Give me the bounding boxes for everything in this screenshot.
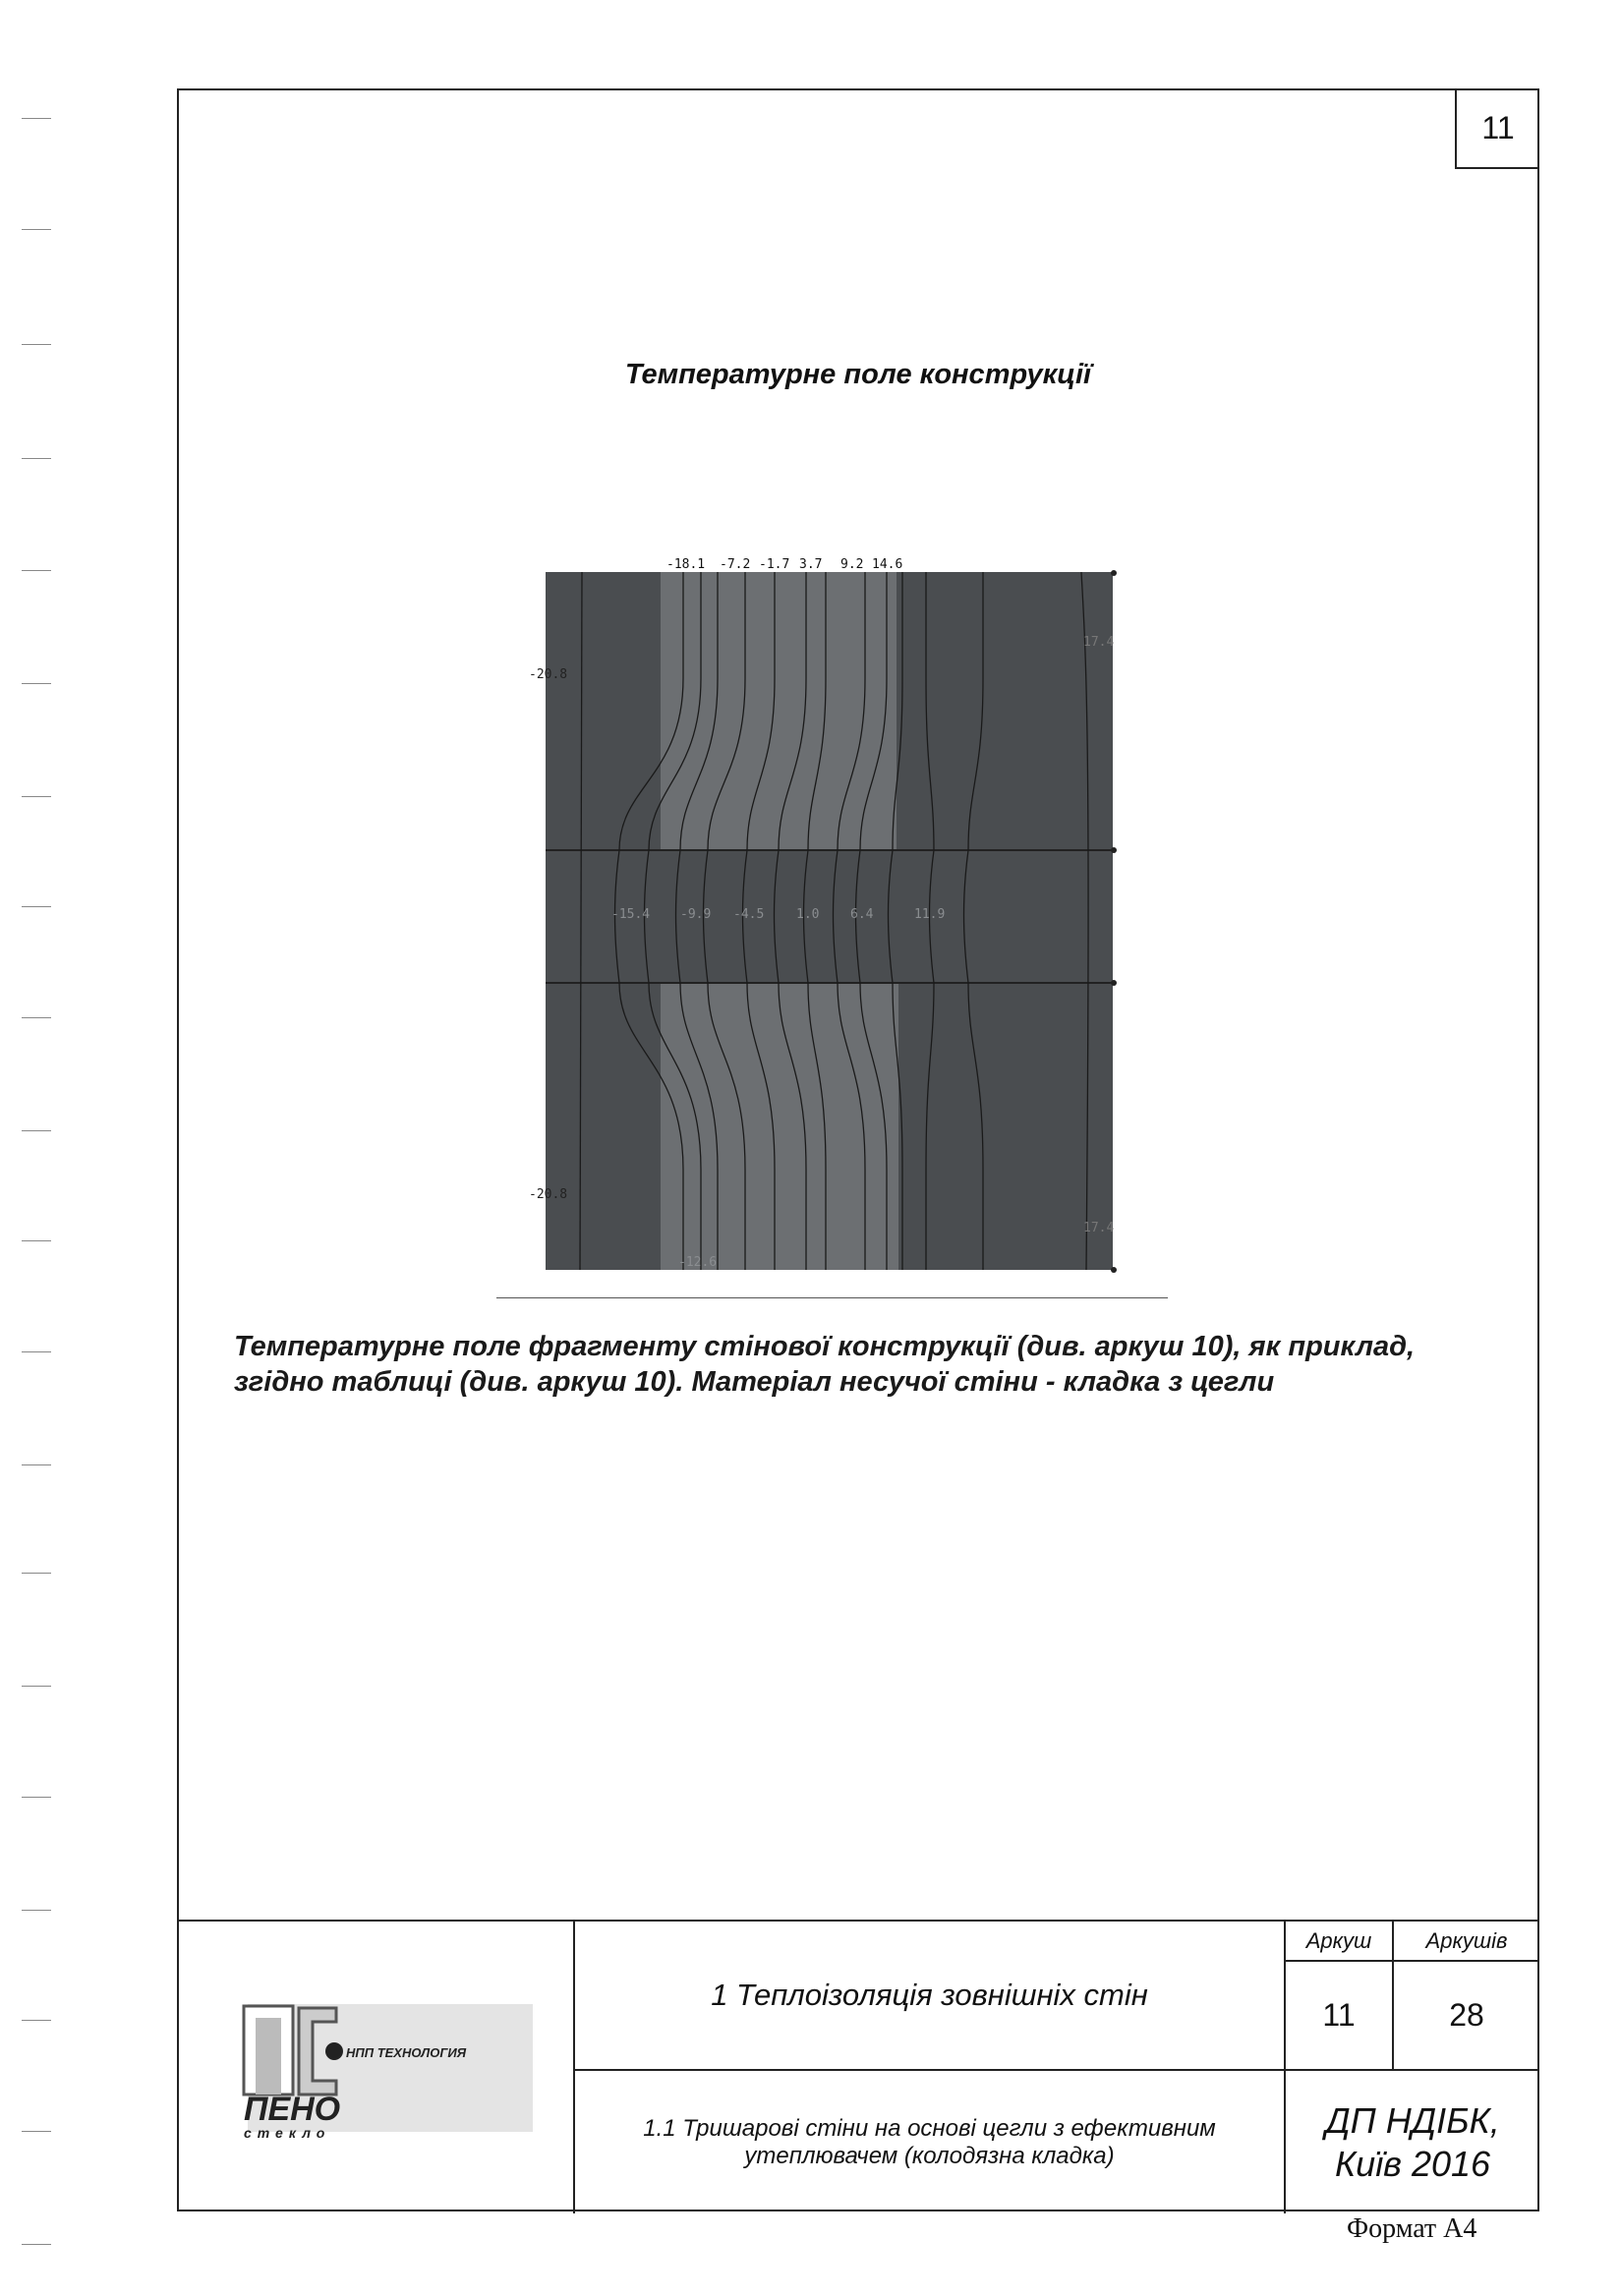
margin-tick xyxy=(22,1797,51,1798)
right-label: 17.4 xyxy=(1083,635,1115,650)
subsection-title: 1.1 Тришарові стіни на основі цегли з ефективним утеплювачем (колодязна кладка) xyxy=(643,2114,1216,2169)
figure-caption: Температурне поле фрагменту стінової конструкції (див. аркуш 10), як приклад, згідно таблиці (див. аркуш 10). Матеріал несучої стіни - кладка з цегли xyxy=(234,1331,1416,1398)
margin-tick xyxy=(22,1130,51,1131)
margin-tick xyxy=(22,1240,51,1241)
left-label: -20.8 xyxy=(529,667,568,682)
company-logo xyxy=(177,1922,573,2213)
top-label: -7.2 xyxy=(720,557,751,572)
margin-tick xyxy=(22,570,51,571)
margin-tick xyxy=(22,344,51,345)
middle-label: 11.9 xyxy=(914,907,946,922)
middle-label: -15.4 xyxy=(611,907,651,922)
sheet-value: 11 xyxy=(1322,1997,1356,2033)
margin-tick xyxy=(22,1573,51,1574)
sheets-value: 28 xyxy=(1449,1997,1484,2033)
node-marker xyxy=(1111,980,1117,986)
margin-tick xyxy=(22,2020,51,2021)
logo-brand: ПЕНО xyxy=(243,2090,340,2128)
logo-company: НПП ТЕХНОЛОГИЯ xyxy=(345,2044,466,2060)
format-label: Формат А4 xyxy=(1347,2213,1477,2244)
top-label: 14.6 xyxy=(872,557,903,572)
top-label: -18.1 xyxy=(666,557,706,572)
margin-tick xyxy=(22,458,51,459)
organization: ДП НДІБК, Київ 2016 xyxy=(1325,2099,1500,2184)
right-label: 17.4 xyxy=(1083,1221,1115,1235)
top-label: 3.7 xyxy=(799,557,823,572)
page-number: 11 xyxy=(1455,88,1539,169)
node-marker xyxy=(1111,570,1117,576)
margin-tick xyxy=(22,1910,51,1911)
middle-label: 6.4 xyxy=(850,907,874,922)
light-column-top xyxy=(661,572,897,850)
peno-steklo-logo xyxy=(208,1994,543,2142)
margin-tick xyxy=(22,2244,51,2245)
section-title: 1 Теплоізоляція зовнішніх стін xyxy=(711,1978,1148,2012)
margin-tick xyxy=(22,1351,51,1352)
middle-label: -4.5 xyxy=(733,907,765,922)
middle-label: -9.9 xyxy=(680,907,712,922)
top-label: 9.2 xyxy=(840,557,864,572)
sheet-label: Аркуш xyxy=(1305,1927,1372,1953)
middle-label: 1.0 xyxy=(796,907,820,922)
margin-tick xyxy=(22,2131,51,2132)
sheets-label: Аркушів xyxy=(1425,1927,1508,1953)
top-label: -1.7 xyxy=(759,557,790,572)
temperature-field-plot xyxy=(521,541,1130,1278)
margin-tick xyxy=(22,796,51,797)
left-label: -20.8 xyxy=(529,1187,568,1202)
figure-underline xyxy=(496,1297,1168,1298)
bottom-label: -12.6 xyxy=(678,1255,718,1270)
margin-tick xyxy=(22,1686,51,1687)
title-block xyxy=(177,1920,1539,2213)
node-marker xyxy=(1111,1267,1117,1273)
margin-tick xyxy=(22,683,51,684)
margin-tick xyxy=(22,1464,51,1465)
page-heading: Температурне поле конструкції xyxy=(624,359,1092,390)
margin-tick xyxy=(22,118,51,119)
node-marker xyxy=(1111,847,1117,853)
margin-tick xyxy=(22,229,51,230)
logo-sub: стекло xyxy=(243,2124,330,2141)
margin-tick xyxy=(22,906,51,907)
margin-tick xyxy=(22,1017,51,1018)
